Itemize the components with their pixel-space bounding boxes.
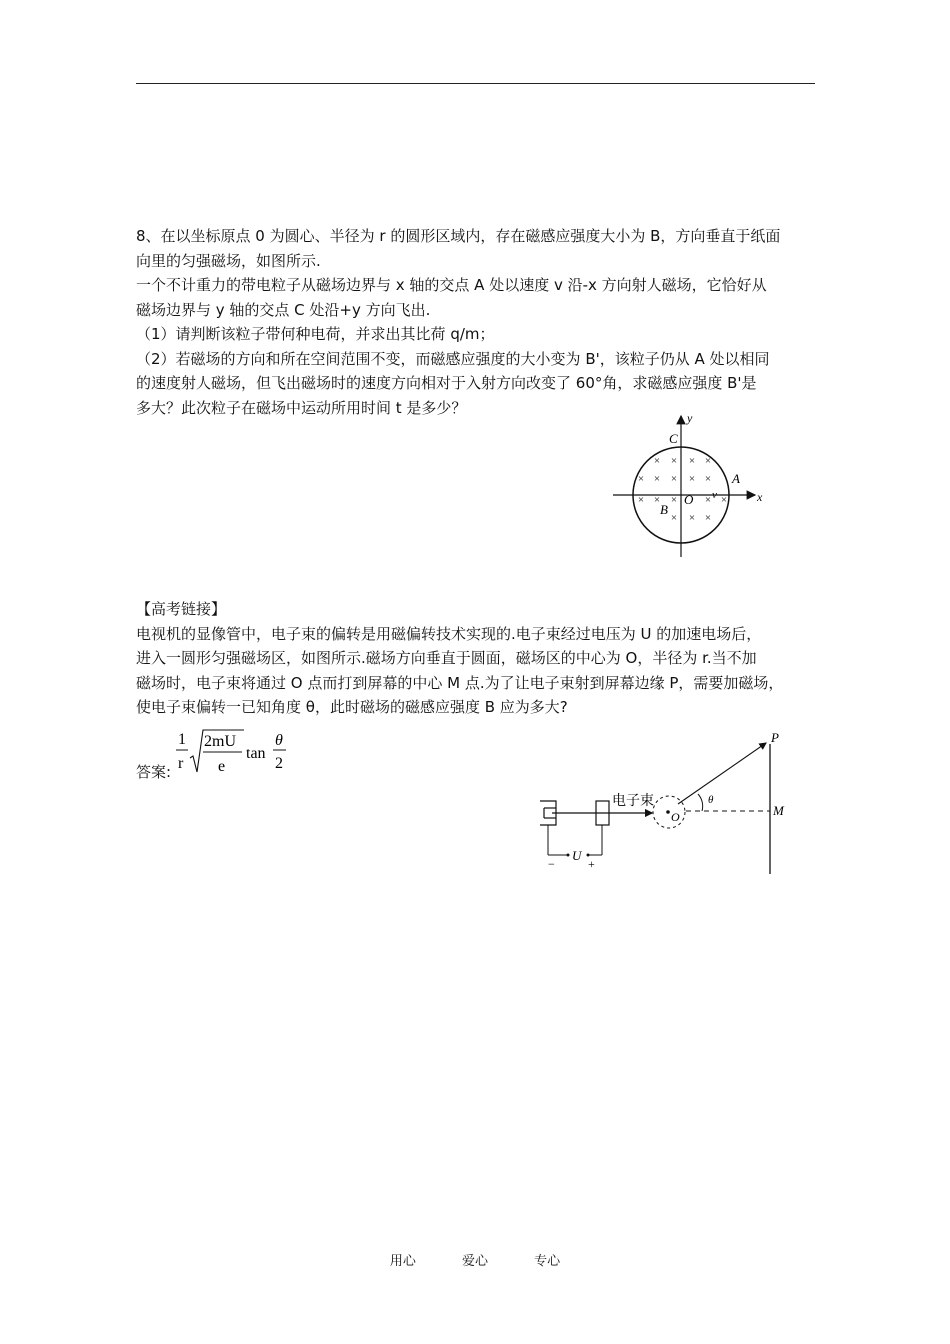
- text-line: 向里的匀强磁场，如图所示.: [136, 251, 321, 270]
- text-line: 8、在以坐标原点 0 为圆心、半径为 r 的圆形区域内，存在磁感应强度大小为 B，方向垂直于纸面: [136, 227, 781, 245]
- svg-text:×: ×: [688, 455, 696, 467]
- footer-item: 爱心: [461, 1254, 488, 1269]
- frac2-den: 2: [275, 755, 283, 772]
- svg-text:×: ×: [720, 494, 728, 506]
- svg-text:×: ×: [653, 473, 661, 485]
- label-O: O: [684, 492, 694, 507]
- svg-text:×: ×: [653, 494, 661, 506]
- frac1-num: 1: [178, 731, 186, 748]
- label-theta: θ: [708, 794, 714, 806]
- svg-text:×: ×: [704, 455, 712, 467]
- svg-text:×: ×: [637, 473, 645, 485]
- picture-tube-figure: [530, 728, 800, 878]
- label-minus: −: [548, 857, 555, 871]
- magnetic-field-figure: [605, 410, 805, 565]
- svg-text:×: ×: [688, 512, 696, 524]
- text-line: 磁场时，电子束将通过 O 点而打到屏幕的中心 M 点.为了让电子束射到屏幕边缘 P，需要加磁场，: [136, 673, 784, 692]
- text-line: 多大？此次粒子在磁场中运动所用时间 t 是多少？: [136, 398, 467, 417]
- root-den: e: [218, 758, 226, 775]
- center-point: [666, 810, 670, 814]
- page-footer: [0, 1250, 950, 1269]
- text-line: 一个不计重力的带电粒子从磁场边界与 x 轴的交点 A 处以速度 v 沿-x 方向射人磁场，它恰好从: [136, 276, 767, 294]
- text-line: 磁场边界与 y 轴的交点 C 处沿+y 方向飞出.: [136, 300, 431, 319]
- label-x: x: [757, 490, 763, 504]
- text-line: 电视机的显像管中，电子束的偏转是用磁偏转技术实现的.电子束经过电压为 U 的加速电场后，: [136, 624, 762, 643]
- frac1-den: r: [178, 755, 184, 772]
- label-plus: +: [588, 857, 595, 871]
- question-1: （1）请判断该粒子带何种电荷，并求出其比荷 q/m；: [136, 325, 495, 343]
- svg-text:×: ×: [653, 455, 661, 467]
- label-O: O: [671, 810, 680, 824]
- tan-func: tan: [246, 745, 266, 762]
- label-M: M: [773, 803, 784, 818]
- label-y: y: [687, 411, 693, 425]
- label-C: C: [669, 431, 678, 446]
- deflected-beam: [678, 743, 766, 804]
- svg-text:×: ×: [670, 494, 678, 506]
- svg-text:×: ×: [670, 473, 678, 485]
- label-P: P: [771, 730, 779, 745]
- label-B: B: [660, 502, 668, 517]
- problem-8-text: [136, 224, 816, 420]
- svg-text:×: ×: [704, 512, 712, 524]
- header-rule: [136, 83, 815, 84]
- theta-arc: [698, 794, 703, 811]
- answer-formula: [174, 728, 334, 778]
- text-line: 使电子束偏转一已知角度 θ，此时磁场的磁感应强度 B 应为多大?: [136, 698, 568, 716]
- label-v: v: [712, 489, 717, 501]
- text-line: 进入一圆形匀强磁场区，如图所示.磁场方向垂直于圆面，磁场区的中心为 O，半径为 r.当不加: [136, 649, 757, 667]
- footer-item: 用心: [389, 1254, 416, 1269]
- section-heading: 【高考链接】: [136, 600, 227, 618]
- gaokao-link-text: [136, 597, 816, 720]
- svg-text:×: ×: [670, 512, 678, 524]
- svg-text:×: ×: [704, 494, 712, 506]
- question-2: （2）若磁场的方向和所在空间范围不变，而磁感应强度的大小变为 B'，该粒子仍从 A 处以相同: [136, 349, 770, 368]
- label-A: A: [732, 471, 740, 486]
- frac2-num: θ: [275, 732, 283, 749]
- text-line: 的速度射人磁场，但飞出磁场时的速度方向相对于入射方向改变了 60°角，求磁感应强度 B'是: [136, 374, 757, 392]
- svg-text:×: ×: [670, 455, 678, 467]
- answer-label: 答案:: [136, 763, 172, 781]
- root-num: 2mU: [204, 733, 236, 750]
- svg-text:×: ×: [704, 473, 712, 485]
- label-U: U: [572, 848, 582, 863]
- label-electron-beam: 电子束: [612, 794, 654, 809]
- footer-item: 专心: [534, 1254, 561, 1269]
- svg-text:×: ×: [688, 473, 696, 485]
- svg-text:×: ×: [637, 494, 645, 506]
